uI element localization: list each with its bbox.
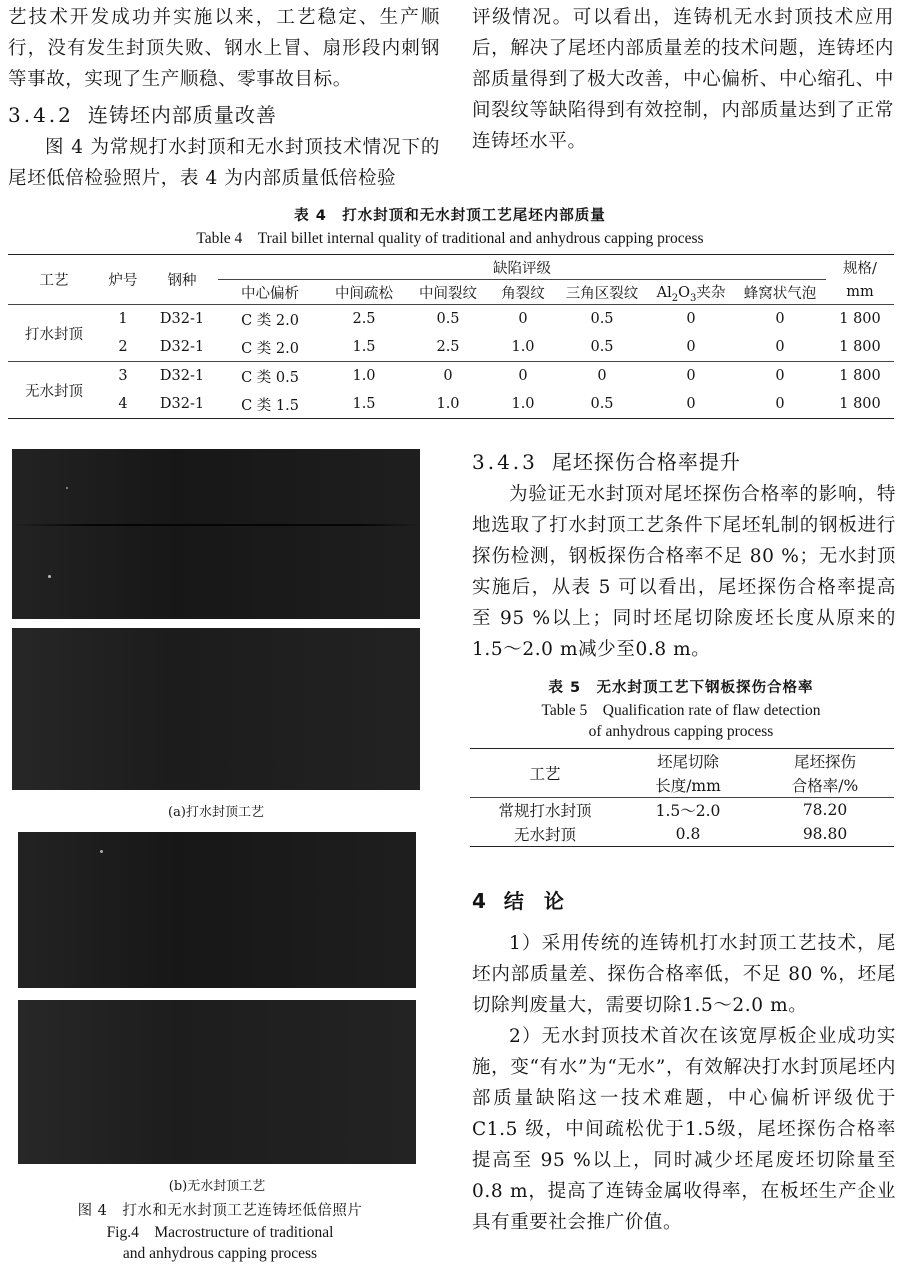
cell: D32-1 [159, 368, 205, 384]
cell: C 类 2.0 [241, 312, 299, 329]
cell: 1.0 [436, 396, 460, 412]
header-cut-bottom: 长度/mm [655, 777, 721, 795]
cell: 1.0 [352, 368, 376, 384]
header-rate-top: 尾坯探伤 [793, 753, 856, 771]
section-title: 结 论 [503, 889, 564, 913]
header-heat: 炉号 [108, 273, 138, 289]
macrostructure-photo-b-2 [18, 1000, 416, 1164]
cell: 98.80 [802, 825, 848, 843]
cell: 1.0 [511, 396, 535, 412]
table-row [8, 333, 894, 362]
cell: 0.5 [436, 311, 460, 327]
header-defect: 三角区裂纹 [565, 285, 639, 302]
header-defect-group: 缺陷评级 [218, 255, 826, 280]
paragraph: 图 4 为常规打水封顶和无水封顶技术情况下的尾坯低倍检验照片，表 4 为内部质量低倍检验 [8, 137, 440, 189]
section-title: 连铸坯内部质量改善 [87, 103, 277, 127]
cell: 0 [518, 311, 528, 327]
paragraph: 艺技术开发成功并实施以来，工艺稳定、生产顺行，没有发生封顶失败、钢水上冒、扇形段内刺钢等事故，实现了生产顺稳、零事故目标。 [8, 7, 440, 90]
header-spec-bottom: mm [846, 283, 874, 300]
paragraph: 评级情况。可以看出，连铸机无水封顶技术应用后，解决了尾坯内部质量差的技术问题，连铸坯内部质量得到了极大改善，中心偏析、中心缩孔、中间裂纹等缺陷得到有效控制，内部质量达到了正常连铸坯水平。 [472, 7, 894, 152]
figure-caption-en-line1: Fig.4 Macrostructure of traditional [106, 1224, 334, 1241]
macrostructure-photo-b-1 [18, 832, 416, 988]
cell: 1 800 [839, 311, 881, 327]
table-row [8, 305, 894, 334]
left-column-top [8, 2, 440, 194]
cell: C 类 2.0 [241, 340, 299, 357]
paragraph: 2）无水封顶技术首次在该宽厚板企业成功实施，变“有水”为“无水”，有效解决打水封顶尾坯内部质量缺陷这一技术难题，中心偏析评级优于C1.5 级，中间疏松优于1.5级，尾坯探伤合格率提高至 95 %以上，同时减少坯尾废坯切除量至0.8 m，提高了连铸金属收得率，在板坯生产企业具有重要社会推广价值。 [472, 1026, 896, 1233]
cell: 2.5 [352, 311, 376, 327]
section-heading-3-4-3 [472, 447, 896, 477]
cell: 0 [775, 396, 785, 412]
cell: 1 800 [839, 368, 881, 384]
table-5 [470, 748, 894, 847]
header-spec-top: 规格/ [843, 260, 877, 277]
header-defect: 中间裂纹 [419, 285, 477, 302]
header-process: 工艺 [529, 765, 561, 783]
cell: 78.20 [802, 801, 848, 819]
cell: D32-1 [159, 396, 205, 412]
cell: 0 [443, 368, 453, 384]
cell: 0 [775, 368, 785, 384]
table-4 [8, 254, 894, 419]
right-column-top [472, 2, 894, 157]
cell: D32-1 [159, 339, 205, 355]
header-cut-top: 坯尾切除 [656, 753, 719, 771]
cell: 常规打水封顶 [498, 802, 592, 820]
section-heading-3-4-2 [8, 99, 440, 131]
cell: 3 [118, 368, 128, 384]
cell: 2.5 [436, 339, 460, 355]
cell: 0 [775, 339, 785, 355]
group-label: 无水封顶 [25, 383, 83, 400]
figure-4-caption [0, 1200, 440, 1264]
macrostructure-photo-a-1 [12, 449, 420, 619]
cell: 0 [686, 368, 696, 384]
cell: 1.5 [352, 396, 376, 412]
header-defect-inclusion: $Al_2O_3$夹杂 [656, 284, 726, 304]
figure-sublabel-a: (a)打水封顶工艺 [168, 805, 264, 820]
table-row [470, 798, 894, 823]
cell: 0 [518, 368, 528, 384]
cell: 0.5 [590, 311, 614, 327]
table-caption-en-line2: of anhydrous capping process [588, 723, 774, 740]
cell: 1 800 [839, 339, 881, 355]
cell: 0.5 [590, 339, 614, 355]
cell: 0 [686, 396, 696, 412]
cell: 1.0 [511, 339, 535, 355]
section-heading-4 [472, 886, 896, 916]
figure-caption-en-line2: and anhydrous capping process [122, 1245, 318, 1262]
section-3-4-3 [472, 447, 896, 665]
table-caption-cn: 表 4 打水封顶和无水封顶工艺尾坯内部质量 [294, 208, 606, 224]
cell: 0 [775, 311, 785, 327]
cell: 1.5 [352, 339, 376, 355]
cell: 4 [118, 396, 128, 412]
cell: C 类 0.5 [241, 369, 299, 386]
cell: 2 [118, 339, 128, 355]
paragraph: 1）采用传统的连铸机打水封顶工艺技术，尾坯内部质量差、探伤合格率低，不足 80 %，坯尾切除判废量大，需要切除1.5～2.0 m。 [472, 933, 896, 1016]
table-row [8, 362, 894, 391]
section-4 [472, 886, 896, 1238]
figure-sublabel-b: (b)无水封顶工艺 [168, 1179, 266, 1194]
cell: 1 [118, 311, 128, 327]
cell: 0.5 [590, 396, 614, 412]
section-number: 3.4.3 [472, 450, 538, 474]
table-row [470, 822, 894, 847]
cell: C 类 1.5 [241, 397, 299, 414]
cell: 0 [686, 339, 696, 355]
table-row [8, 390, 894, 419]
group-label: 打水封顶 [25, 326, 83, 343]
header-defect: 蜂窝状气泡 [743, 285, 817, 302]
figure-caption-cn: 图 4 打水和无水封顶工艺连铸坯低倍照片 [77, 1203, 363, 1219]
table-4-caption [0, 204, 900, 249]
macrostructure-photo-a-2 [12, 628, 420, 790]
cell: 0.8 [675, 825, 701, 843]
header-grade: 钢种 [167, 273, 197, 289]
table-caption-cn: 表 5 无水封顶工艺下钢板探伤合格率 [548, 680, 814, 696]
cell: 无水封顶 [513, 826, 576, 844]
table-5-caption [468, 676, 894, 742]
header-defect: 中间疏松 [335, 285, 393, 302]
section-title: 尾坯探伤合格率提升 [551, 450, 741, 474]
paragraph: 为验证无水封顶对尾坯探伤合格率的影响，特地选取了打水封顶工艺条件下尾坯轧制的钢板进行探伤检测，钢板探伤合格率不足 80 %；无水封顶实施后，从表 5 可以看出，尾坯探伤合格率提高至 95 %以上；同时坯尾切除废坯长度从原来的 1.5～2.0 m减少至0.8 m。 [472, 484, 896, 660]
cell: 1.5～2.0 [655, 802, 721, 820]
cell: 1 800 [839, 396, 881, 412]
cell: 0 [597, 368, 607, 384]
cell: 0 [686, 311, 696, 327]
table-caption-en-line1: Table 5 Qualification rate of flaw detection [541, 702, 821, 719]
section-number: 3.4.2 [8, 103, 74, 127]
header-rate-bottom: 合格率/% [791, 777, 859, 795]
section-number: 4 [472, 889, 486, 913]
header-defect: 中心偏析 [241, 285, 299, 302]
header-process: 工艺 [39, 273, 69, 289]
table-caption-en: Table 4 Trail billet internal quality of traditional and anhydrous capping process [196, 230, 704, 247]
header-defect: 角裂纹 [501, 285, 545, 302]
cell: D32-1 [159, 311, 205, 327]
